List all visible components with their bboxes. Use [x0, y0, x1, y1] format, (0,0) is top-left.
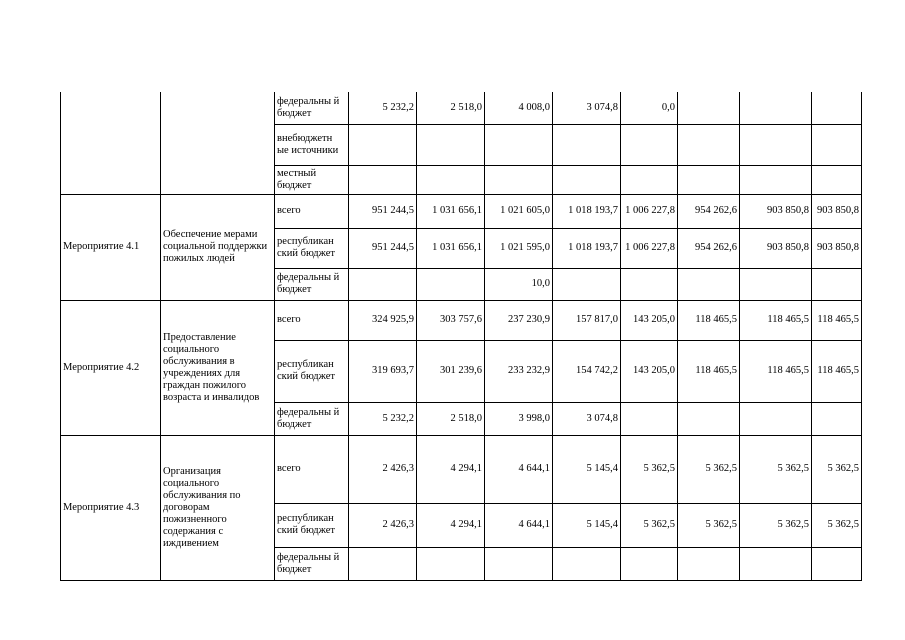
value-cell: 5 362,5	[678, 503, 740, 547]
budget-table	[60, 92, 862, 581]
value-cell: 4 008,0	[485, 92, 553, 124]
value-cell: 324 925,9	[349, 300, 417, 340]
value-cell: 1 018 193,7	[553, 228, 621, 268]
value-cell: 301 239,6	[417, 340, 485, 402]
value-cell: 2 518,0	[417, 402, 485, 435]
source-cell: федеральны й бюджет	[275, 92, 349, 124]
table-row	[61, 194, 862, 228]
value-cell	[678, 165, 740, 194]
value-cell	[553, 124, 621, 165]
value-cell: 903 850,8	[812, 194, 862, 228]
value-cell	[621, 268, 678, 300]
source-cell: всего	[275, 300, 349, 340]
value-cell	[812, 124, 862, 165]
value-cell: 319 693,7	[349, 340, 417, 402]
value-cell	[349, 124, 417, 165]
value-cell	[621, 402, 678, 435]
value-cell: 1 006 227,8	[621, 194, 678, 228]
value-cell: 157 817,0	[553, 300, 621, 340]
value-cell: 5 232,2	[349, 402, 417, 435]
description-cell: Обеспечение мерами социальной поддержки пожилых людей	[161, 194, 275, 300]
value-cell	[678, 92, 740, 124]
value-cell: 5 362,5	[812, 435, 862, 503]
value-cell: 5 145,4	[553, 503, 621, 547]
source-cell: федеральны й бюджет	[275, 268, 349, 300]
value-cell	[740, 547, 812, 580]
table-row	[61, 435, 862, 503]
activity-cell: Мероприятие 4.2	[61, 300, 161, 435]
value-cell	[812, 92, 862, 124]
value-cell: 3 998,0	[485, 402, 553, 435]
value-cell	[740, 268, 812, 300]
value-cell	[812, 402, 862, 435]
value-cell: 1 021 595,0	[485, 228, 553, 268]
value-cell: 118 465,5	[678, 300, 740, 340]
value-cell: 954 262,6	[678, 228, 740, 268]
value-cell: 233 232,9	[485, 340, 553, 402]
value-cell	[740, 165, 812, 194]
value-cell	[621, 124, 678, 165]
value-cell: 118 465,5	[812, 340, 862, 402]
value-cell	[621, 165, 678, 194]
value-cell: 4 644,1	[485, 503, 553, 547]
value-cell: 10,0	[485, 268, 553, 300]
value-cell: 5 362,5	[621, 503, 678, 547]
value-cell	[485, 547, 553, 580]
value-cell: 5 362,5	[621, 435, 678, 503]
value-cell: 954 262,6	[678, 194, 740, 228]
value-cell	[812, 268, 862, 300]
table-row	[61, 300, 862, 340]
value-cell: 1 018 193,7	[553, 194, 621, 228]
source-cell: местный бюджет	[275, 165, 349, 194]
value-cell: 237 230,9	[485, 300, 553, 340]
value-cell: 903 850,8	[812, 228, 862, 268]
value-cell: 4 644,1	[485, 435, 553, 503]
activity-cell	[61, 92, 161, 194]
value-cell: 118 465,5	[678, 340, 740, 402]
value-cell: 903 850,8	[740, 194, 812, 228]
value-cell	[678, 402, 740, 435]
source-cell: всего	[275, 194, 349, 228]
value-cell	[417, 268, 485, 300]
source-cell: республикан ский бюджет	[275, 340, 349, 402]
value-cell: 0,0	[621, 92, 678, 124]
value-cell: 951 244,5	[349, 194, 417, 228]
source-cell: республикан ский бюджет	[275, 228, 349, 268]
value-cell: 4 294,1	[417, 503, 485, 547]
source-cell: федеральны й бюджет	[275, 547, 349, 580]
value-cell: 1 006 227,8	[621, 228, 678, 268]
value-cell	[485, 165, 553, 194]
value-cell: 118 465,5	[740, 300, 812, 340]
value-cell	[349, 268, 417, 300]
value-cell	[621, 547, 678, 580]
description-cell: Предоставление социального обслуживания в учреждениях для граждан пожилого возраста и инвалидов	[161, 300, 275, 435]
value-cell: 4 294,1	[417, 435, 485, 503]
value-cell: 118 465,5	[740, 340, 812, 402]
description-cell: Организация социального обслуживания по договорам пожизненного содержания с иждивением	[161, 435, 275, 580]
value-cell: 5 232,2	[349, 92, 417, 124]
activity-cell: Мероприятие 4.1	[61, 194, 161, 300]
value-cell: 143 205,0	[621, 300, 678, 340]
value-cell	[349, 547, 417, 580]
value-cell: 2 518,0	[417, 92, 485, 124]
value-cell: 154 742,2	[553, 340, 621, 402]
value-cell: 5 145,4	[553, 435, 621, 503]
value-cell	[740, 124, 812, 165]
value-cell: 3 074,8	[553, 92, 621, 124]
value-cell: 118 465,5	[812, 300, 862, 340]
value-cell	[678, 124, 740, 165]
value-cell: 3 074,8	[553, 402, 621, 435]
value-cell: 2 426,3	[349, 435, 417, 503]
value-cell: 2 426,3	[349, 503, 417, 547]
value-cell: 5 362,5	[740, 503, 812, 547]
value-cell: 143 205,0	[621, 340, 678, 402]
value-cell	[553, 268, 621, 300]
source-cell: внебюджетн ые источники	[275, 124, 349, 165]
source-cell: республикан ский бюджет	[275, 503, 349, 547]
value-cell: 951 244,5	[349, 228, 417, 268]
value-cell	[417, 124, 485, 165]
source-cell: федеральны й бюджет	[275, 402, 349, 435]
value-cell	[812, 165, 862, 194]
description-cell	[161, 92, 275, 194]
value-cell: 5 362,5	[678, 435, 740, 503]
value-cell	[740, 402, 812, 435]
value-cell	[349, 165, 417, 194]
value-cell	[740, 92, 812, 124]
value-cell	[678, 547, 740, 580]
value-cell	[417, 165, 485, 194]
value-cell: 1 031 656,1	[417, 194, 485, 228]
value-cell: 5 362,5	[812, 503, 862, 547]
value-cell: 903 850,8	[740, 228, 812, 268]
value-cell	[553, 165, 621, 194]
value-cell	[678, 268, 740, 300]
table-row	[61, 92, 862, 124]
value-cell	[417, 547, 485, 580]
activity-cell: Мероприятие 4.3	[61, 435, 161, 580]
value-cell: 5 362,5	[740, 435, 812, 503]
value-cell: 1 021 605,0	[485, 194, 553, 228]
value-cell	[812, 547, 862, 580]
source-cell: всего	[275, 435, 349, 503]
value-cell	[553, 547, 621, 580]
value-cell	[485, 124, 553, 165]
value-cell: 1 031 656,1	[417, 228, 485, 268]
value-cell: 303 757,6	[417, 300, 485, 340]
